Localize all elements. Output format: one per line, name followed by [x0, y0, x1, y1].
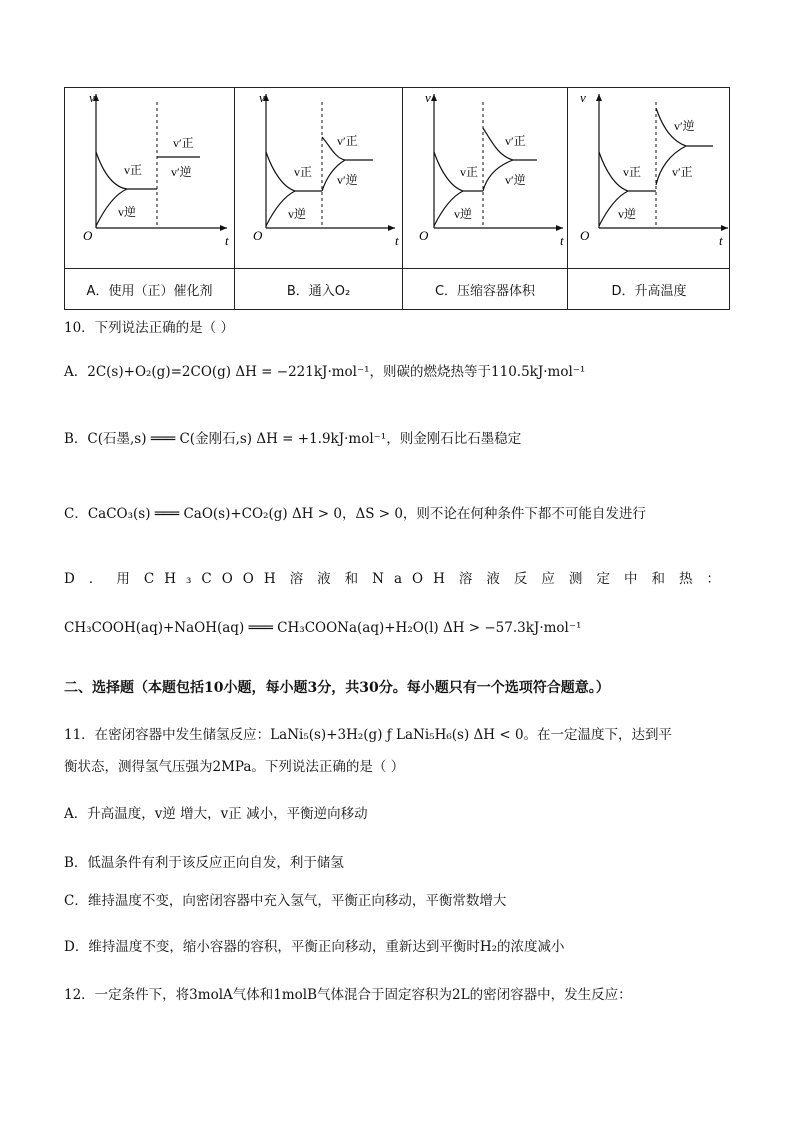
v-reverse-label: v逆	[454, 207, 473, 221]
q10-option-d: D．用CH₃COOH溶液和NaOH溶液反应测定中和热：	[64, 571, 730, 587]
v-forward-prime-label: v′正	[337, 134, 358, 148]
q11-option-d: D．维持温度不变，缩小容器的容积，平衡正向移动，重新达到平衡时H₂的浓度减小	[64, 939, 565, 955]
graph-b	[253, 90, 395, 243]
graphs-svg	[65, 88, 731, 268]
q12-stem: 12．一定条件下，将3molA气体和1molB气体混合于固定容积为2L的密闭容器中，发生反应：	[64, 987, 632, 1003]
q11-option-b: B．低温条件有利于该反应正向自发，利于储氢	[64, 855, 344, 871]
axis-v-label: v	[425, 90, 431, 105]
v-reverse-prime-label: v′逆	[505, 173, 526, 187]
origin-label: O	[83, 228, 93, 243]
q10-option-b: B．C(石墨,s) ═══ C(金刚石,s) ΔH = +1.9kJ·mol⁻¹，则金刚石比石墨稳定	[64, 431, 522, 447]
origin-label: O	[253, 228, 263, 243]
caption-c: C．压缩容器体积	[434, 283, 536, 299]
graph-a	[83, 90, 227, 243]
v-forward-label: v正	[460, 165, 479, 179]
v-forward-label: v正	[623, 165, 642, 179]
v-reverse-prime-label: v′逆	[171, 165, 192, 179]
axis-t-label: t	[225, 233, 229, 248]
axis-t-label: t	[395, 233, 399, 248]
origin-label: O	[419, 228, 429, 243]
caption-d: D．升高温度	[611, 283, 687, 299]
q10-option-d-equation: CH₃COOH(aq)+NaOH(aq) ═══ CH₃COONa(aq)+H₂O(l) ΔH > −57.3kJ·mol⁻¹	[64, 620, 582, 636]
table-divider	[65, 268, 729, 269]
v-forward-prime-label: v′正	[173, 136, 194, 150]
origin-label: O	[580, 228, 590, 243]
graph-d	[580, 90, 728, 243]
v-reverse-prime-label: v′逆	[337, 173, 358, 187]
graph-table	[64, 87, 730, 310]
q10-option-a: A．2C(s)+O₂(g)=2CO(g) ΔH = −221kJ·mol⁻¹，则碳的燃烧热等于110.5kJ·mol⁻¹	[64, 364, 586, 380]
q10-stem: 10．下列说法正确的是（ ）	[64, 320, 234, 336]
caption-a: A．使用（正）催化剂	[86, 283, 213, 299]
q11-stem: 11．在密闭容器中发生储氢反应：LaNi₅(s)+3H₂(g) ƒ LaNi₅H₆(s) ΔH < 0。在一定温度下，达到平	[64, 727, 673, 743]
q10-option-c: C．CaCO₃(s) ═══ CaO(s)+CO₂(g) ΔH > 0，ΔS > 0，则不论在何种条件下都不可能自发进行	[64, 506, 646, 522]
q11-option-c: C．维持温度不变，向密闭容器中充入氢气，平衡正向移动，平衡常数增大	[64, 893, 507, 909]
axis-v-label: v	[259, 90, 265, 105]
caption-b: B．通入O₂	[286, 283, 351, 299]
v-reverse-label: v逆	[618, 207, 637, 221]
axis-v-label: v	[580, 90, 586, 105]
axis-t-label: t	[719, 233, 723, 248]
v-reverse-prime-label: v′逆	[674, 119, 695, 133]
v-forward-label: v正	[294, 165, 313, 179]
v-forward-label: v正	[124, 163, 143, 177]
q11-option-a: A．升高温度，v逆 增大，v正 减小，平衡逆向移动	[64, 806, 368, 822]
q11-stem-cont: 衡状态，测得氢气压强为2MPa。下列说法正确的是（ ）	[64, 759, 405, 775]
v-reverse-label: v逆	[288, 207, 307, 221]
graph-c	[419, 90, 563, 243]
v-reverse-label: v逆	[118, 205, 137, 219]
v-forward-prime-label: v′正	[672, 165, 693, 179]
section-heading: 二、选择题（本题包括10小题，每小题3分，共30分。每小题只有一个选项符合题意。）	[64, 680, 610, 696]
v-forward-prime-label: v′正	[505, 134, 526, 148]
axis-v-label: v	[89, 90, 95, 105]
axis-t-label: t	[560, 233, 564, 248]
